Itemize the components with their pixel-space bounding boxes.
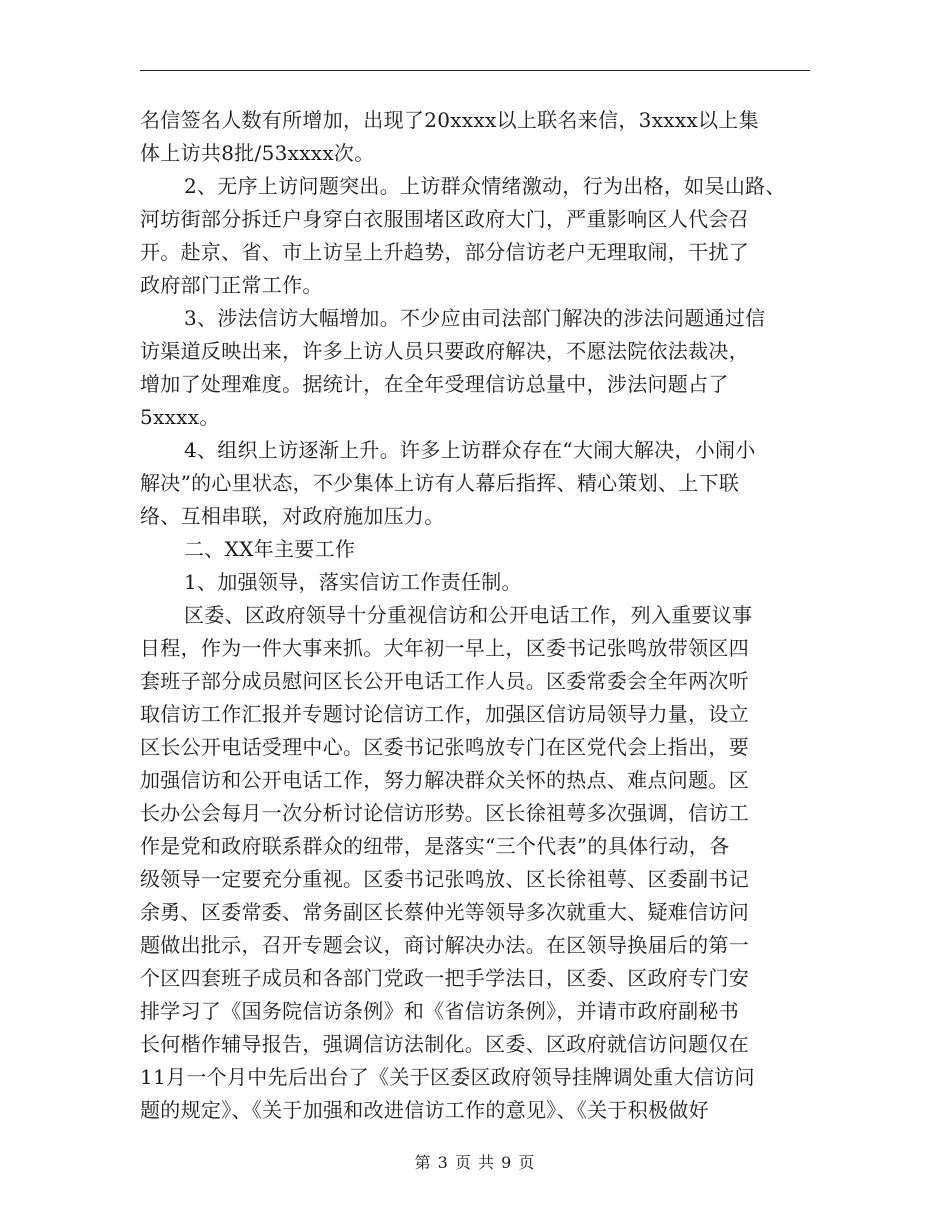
text-line: 2、无序上访问题突出。上访群众情绪激动，行为出格，如吴山路、: [184, 174, 786, 198]
text-line: 题的规定》、《关于加强和改进信访工作的意见》、《关于积极做好: [140, 1098, 709, 1122]
text-line: 开。赴京、省、市上访呈上升趋势，部分信访老户无理取闹，干扰了: [140, 240, 749, 264]
text-line: 3、涉法信访大幅增加。不少应由司法部门解决的涉法问题通过信: [184, 306, 766, 330]
text-line: 区长公开电话受理中心。区委书记张鸣放专门在区党代会上指出，要: [140, 735, 749, 759]
document-body: [140, 104, 820, 1127]
text-line: 1、加强领导，落实信访工作责任制。: [184, 570, 522, 594]
text-line: 日程，作为一件大事来抓。大年初一早上，区委书记张鸣放带领区四: [140, 636, 749, 660]
text-line: 长办公会每月一次分析讨论信访形势。区长徐祖萼多次强调，信访工: [140, 801, 749, 825]
text-line: 个区四套班子成员和各部门党政一把手学法日，区委、区政府专门安: [140, 966, 749, 990]
text-line: 长何楷作辅导报告，强调信访法制化。区委、区政府就信访问题仅在: [140, 1032, 749, 1056]
text-line: 取信访工作汇报并专题讨论信访工作，加强区信访局领导力量，设立: [140, 702, 749, 726]
text-line: 区委、区政府领导十分重视信访和公开电话工作，列入重要议事: [184, 603, 753, 627]
text-line: 余勇、区委常委、常务副区长蔡仲光等领导多次就重大、疑难信访问: [140, 900, 749, 924]
text-line: 套班子部分成员慰问区长公开电话工作人员。区委常委会全年两次听: [140, 669, 749, 693]
text-line: 级领导一定要充分重视。区委书记张鸣放、区长徐祖萼、区委副书记: [140, 867, 749, 891]
text-line: 河坊街部分拆迁户身穿白衣服围堵区政府大门，严重影响区人代会召: [140, 207, 749, 231]
text-line: 增加了处理难度。据统计，在全年受理信访总量中，涉法问题占了: [140, 372, 729, 396]
text-line: 加强信访和公开电话工作，努力解决群众关怀的热点、难点问题。区: [140, 768, 749, 792]
text-line: 名信签名人数有所增加，出现了20xxxx以上联名来信，3xxxx以上集: [140, 108, 759, 132]
text-line: 题做出批示，召开专题会议，商讨解决办法。在区领导换届后的第一: [140, 933, 749, 957]
header-rule: [140, 70, 810, 71]
text-line: 络、互相串联，对政府施加压力。: [140, 504, 445, 528]
text-line: 11月一个月中先后出台了《关于区委区政府领导挂牌调处重大信访问: [140, 1065, 755, 1089]
text-line: 二、XX年主要工作: [184, 537, 356, 561]
text-line: 解决”的心里状态，不少集体上访有人幕后指挥、精心策划、上下联: [140, 471, 740, 495]
text-line: 体上访共8批/53xxxx次。: [140, 141, 375, 165]
text-line: 排学习了《国务院信访条例》和《省信访条例》，并请市政府副秘书: [140, 999, 739, 1023]
text-line: 作是党和政府联系群众的纽带，是落实“三个代表”的具体行动，各: [140, 834, 730, 858]
text-line: 访渠道反映出来，许多上访人员只要政府解决，不愿法院依法裁决，: [140, 339, 749, 363]
text-line: 政府部门正常工作。: [140, 273, 323, 297]
text-line: 4、组织上访逐渐上升。许多上访群众存在“大闹大解决，小闹小: [184, 438, 756, 462]
page-footer: 第 3 页 共 9 页: [414, 1153, 536, 1172]
text-line: 5xxxx。: [140, 405, 220, 429]
